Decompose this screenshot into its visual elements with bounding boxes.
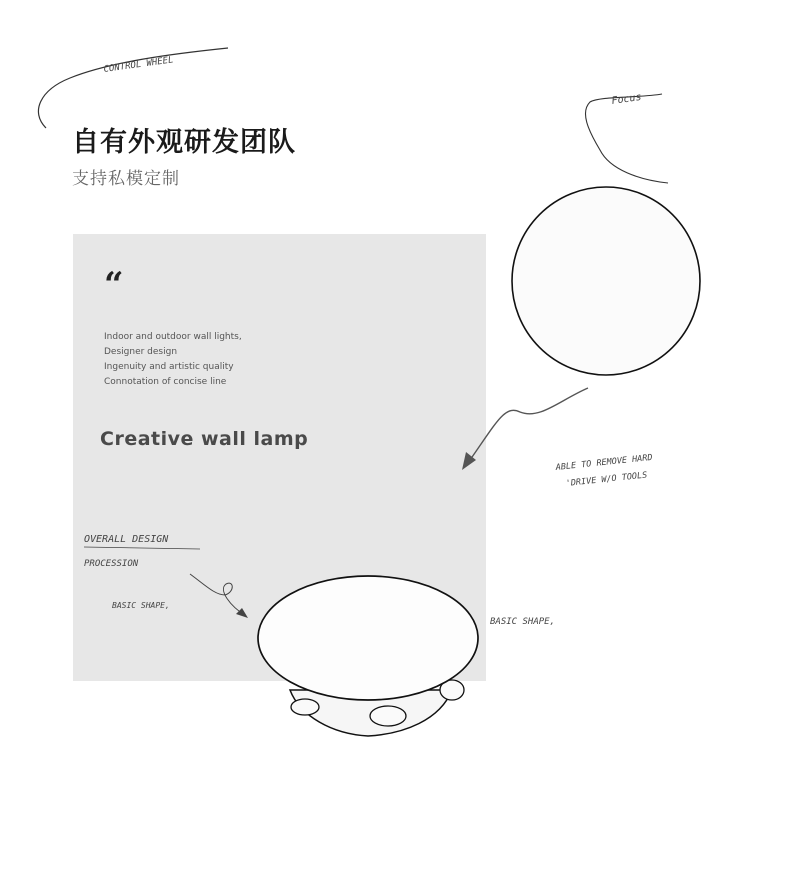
remove-drive-annotation-line2: 'DRIVE W/O TOOLS	[565, 470, 648, 489]
heading-title: 自有外观研发团队	[72, 127, 296, 158]
focus-annotation: Focus	[610, 91, 643, 107]
heading-subtitle: 支持私模定制	[72, 169, 180, 189]
lamp-top-face	[258, 576, 478, 700]
feature-item: Ingenuity and artistic quality	[104, 362, 234, 372]
feature-item: Indoor and outdoor wall lights,	[104, 332, 242, 342]
feature-item: Connotation of concise line	[104, 377, 227, 387]
quote-mark-icon: “	[104, 265, 124, 305]
basic-shape-arrowhead-icon	[236, 608, 248, 618]
product-name: Creative wall lamp	[100, 428, 309, 450]
overall-design-underline	[84, 547, 200, 549]
remove-drive-annotation-line1: ABLE TO REMOVE HARD	[555, 452, 654, 473]
basic-shape-left-annotation: BASIC SHAPE,	[112, 601, 170, 610]
feature-item: Designer design	[104, 347, 178, 357]
basic-shape-right-annotation: BASIC SHAPE,	[490, 617, 556, 627]
overall-design-annotation: OVERALL DESIGN	[84, 534, 169, 545]
wall-lamp-sketch	[258, 576, 478, 736]
procession-annotation: PROCESSION	[84, 559, 139, 569]
lamp-side-lug-left	[291, 699, 319, 715]
remove-drive-arrow	[470, 388, 588, 460]
control-wheel-annotation: CONTROL WHEEL	[103, 55, 175, 75]
focus-circle-sketch	[512, 187, 700, 375]
basic-shape-pointer-line	[190, 574, 246, 616]
lamp-front-lug	[370, 706, 406, 726]
